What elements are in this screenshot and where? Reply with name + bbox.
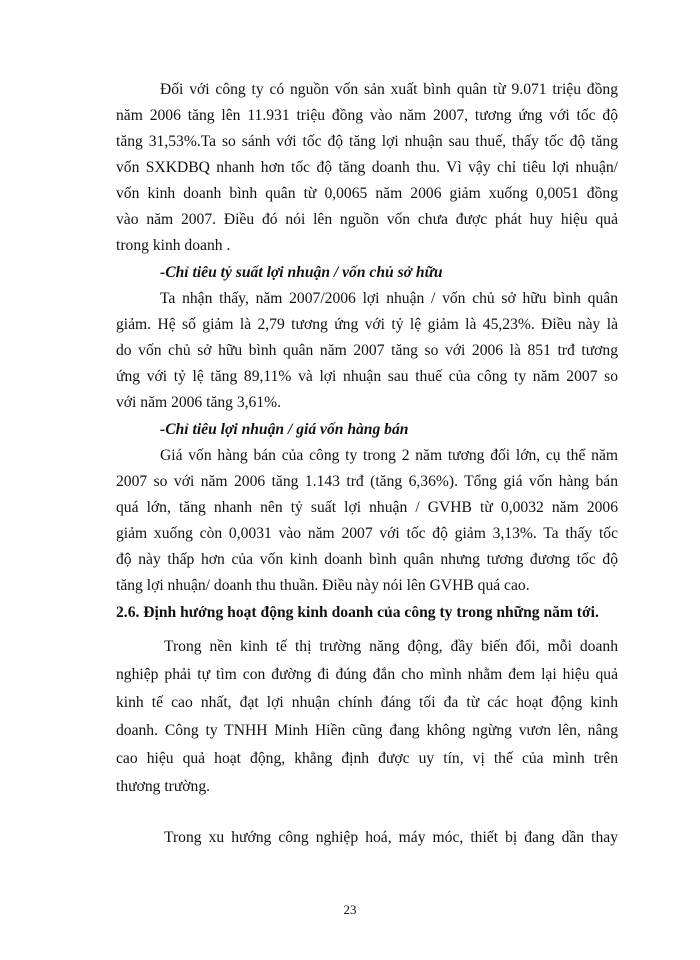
paragraph1-line: Đối với công ty có nguồn vốn sản xuất bình quân từ 9.071 triệu đồng [160, 81, 618, 98]
paragraph3-line: 2007 so với năm 2006 tăng 1.143 trđ (tăng 6,36%). Tổng giá vốn hàng bán [116, 473, 618, 490]
paragraph3-line: Giá vốn hàng bán của công ty trong 2 năm tương đối lớn, cụ thể năm [160, 447, 618, 464]
section-heading: 2.6. Định hướng hoạt động kinh doanh của công ty trong những năm tới. [116, 604, 599, 621]
document-page [116, 0, 618, 960]
paragraph1-line: năm 2006 tăng lên 11.931 triệu đồng vào năm 2007, tương ứng với tốc độ [116, 107, 618, 124]
paragraph3-line: tăng lợi nhuận/ doanh thu thuần. Điều này nói lên GVHB quá cao. [116, 577, 530, 594]
paragraph5-line: Trong xu hướng công nghiệp hoá, máy móc, thiết bị đang dần thay [164, 829, 618, 846]
paragraph4-line: nghiệp phải tự tìm con đường đi đúng đắn cho mình nhằm đem lại hiệu quả [116, 666, 618, 683]
page-number: 23 [343, 902, 357, 917]
paragraph3-line: độ này thấp hơn của vốn kinh doanh bình quân nhưng tương đương tốc độ [116, 551, 618, 568]
subheading-cogs-ratio: -Chỉ tiêu lợi nhuận / giá vốn hàng bán [160, 421, 409, 438]
paragraph1-line: vốn SXKDBQ nhanh hơn tốc độ tăng doanh thu. Vì vậy chỉ tiêu lợi nhuận/ [116, 159, 618, 176]
paragraph2-line: ứng với tỷ lệ tăng 89,11% và lợi nhuận sau thuế của công ty năm 2007 so [116, 368, 618, 385]
paragraph2-line: do vốn chủ sở hữu bình quân năm 2007 tăng so với 2006 là 851 trđ tương [116, 342, 618, 359]
paragraph4-line: Trong nền kinh tế thị trường năng động, đầy biến đổi, mỗi doanh [164, 638, 618, 655]
paragraph1-line: vốn kinh doanh bình quân từ 0,0065 năm 2006 giảm xuống 0,0051 đồng [116, 185, 618, 202]
paragraph4-line: cao hiệu quả hoạt động, khẳng định được uy tín, vị thế của mình trên [116, 750, 618, 767]
paragraph1-line: vào năm 2007. Điều đó nói lên nguồn vốn chưa được phát huy hiệu quả [116, 211, 618, 228]
paragraph4-line: thương trường. [116, 778, 211, 795]
paragraph3-line: giảm xuống còn 0,0031 vào năm 2007 với tốc độ giảm 3,13%. Ta thấy tốc [116, 525, 618, 542]
paragraph1-line: trong kinh doanh . [116, 237, 231, 254]
paragraph4-line: kinh tế cao nhất, đạt lợi nhuận chính đáng tối đa từ các hoạt động kinh [116, 694, 618, 711]
paragraph4-line: doanh. Công ty TNHH Minh Hiền cũng đang không ngừng vươn lên, nâng [116, 722, 618, 739]
subheading-equity-ratio: -Chỉ tiêu tỷ suất lợi nhuận / vốn chủ sở hữu [160, 264, 443, 281]
paragraph2-line: giảm. Hệ số giảm là 2,79 tương ứng với tỷ lệ giảm là 45,23%. Điều này là [116, 316, 618, 333]
paragraph2-line: Ta nhận thấy, năm 2007/2006 lợi nhuận / vốn chủ sở hữu bình quân [160, 290, 618, 307]
paragraph1-line: tăng 31,53%.Ta so sánh với tốc độ tăng lợi nhuận sau thuế, thấy tốc độ tăng [116, 133, 618, 150]
paragraph2-line: với năm 2006 tăng 3,61%. [116, 394, 282, 411]
paragraph3-line: quá lớn, tăng nhanh nên tỷ suất lợi nhuận / GVHB từ 0,0032 năm 2006 [116, 499, 618, 516]
